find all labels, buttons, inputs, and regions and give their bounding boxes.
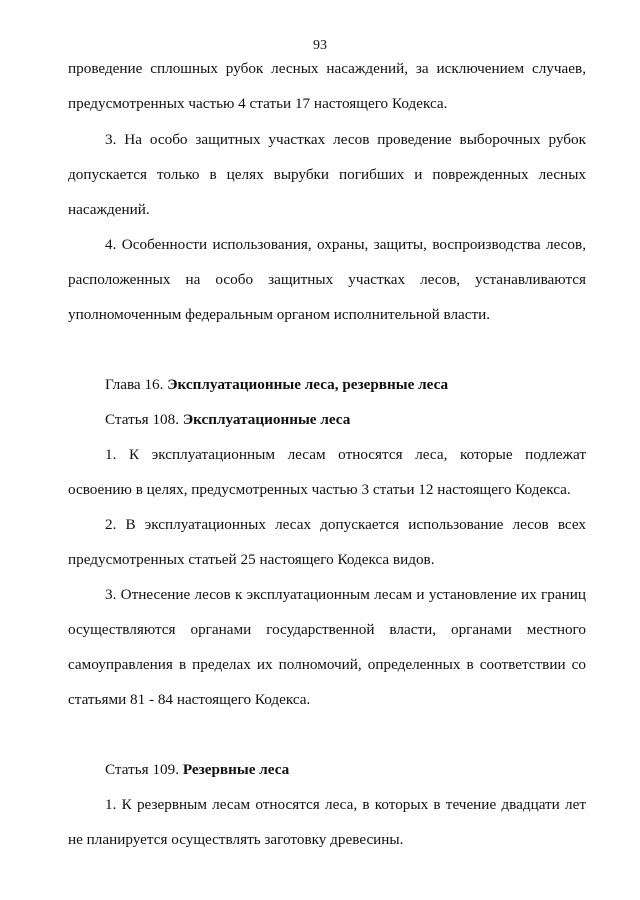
text-line: статьями 81 - 84 настоящего Кодекса. (68, 691, 311, 708)
chapter-title: Эксплуатационные леса, резервные леса (167, 376, 449, 393)
article-108-title: Эксплуатационные леса (182, 411, 351, 428)
text-line: 1. К эксплуатационным лесам относятся леса, которые подлежат (105, 446, 586, 463)
text-line: 4. Особенности использования, охраны, защиты, воспроизводства лесов, (105, 236, 586, 253)
text-line: не планируется осуществлять заготовку древесины. (68, 831, 404, 848)
text-line: 3. На особо защитных участках лесов проведение выборочных рубок (105, 131, 586, 148)
text-line: уполномоченным федеральным органом исполнительной власти. (68, 306, 491, 323)
text-line: самоуправления в пределах их полномочий, определенных в соответствии со (68, 656, 586, 673)
text-line: освоению в целях, предусмотренных частью 3 статьи 12 настоящего Кодекса. (68, 481, 571, 498)
text-line: насаждений. (68, 201, 150, 218)
article-109-number: Статья 109. (105, 761, 183, 778)
article-108-heading (105, 411, 586, 429)
text-line: осуществляются органами государственной власти, органами местного (68, 621, 586, 638)
article-109-title: Резервные леса (182, 761, 290, 778)
chapter-number: Глава 16. (105, 376, 168, 393)
text-line: предусмотренных статьей 25 настоящего Кодекса видов. (68, 551, 435, 568)
text-line: расположенных на особо защитных участках лесов, устанавливаются (68, 271, 586, 288)
article-108-number: Статья 108. (105, 411, 183, 428)
chapter-heading (105, 376, 586, 394)
article-109-heading (105, 761, 586, 779)
text-line: 3. Отнесение лесов к эксплуатационным лесам и установление их границ (105, 586, 586, 603)
text-line: предусмотренных частью 4 статьи 17 настоящего Кодекса. (68, 95, 448, 112)
text-line: 1. К резервным лесам относятся леса, в которых в течение двадцати лет (105, 796, 586, 813)
text-line: 2. В эксплуатационных лесах допускается использование лесов всех (105, 516, 586, 533)
text-line: допускается только в целях вырубки погибших и поврежденных лесных (68, 166, 586, 183)
page-number: 93 (313, 38, 327, 53)
text-line: проведение сплошных рубок лесных насаждений, за исключением случаев, (68, 60, 586, 77)
